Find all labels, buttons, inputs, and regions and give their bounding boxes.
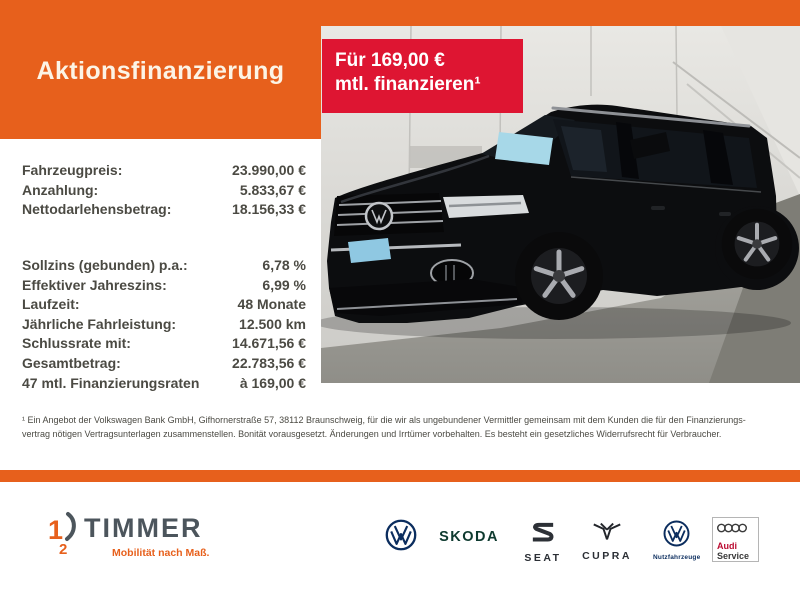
bumper-sticker	[348, 238, 391, 263]
page-title: Aktionsfinanzierung	[36, 57, 285, 85]
finance-row	[22, 354, 306, 374]
finance-label: Nettodarlehensbetrag:	[22, 201, 172, 218]
finance-row	[22, 200, 306, 220]
finance-label: Sollzins (gebunden) p.a.:	[22, 257, 188, 273]
dealer-tagline: Mobilität nach Maß.	[112, 547, 210, 559]
finance-value: 23.990,00 €	[232, 162, 306, 178]
finance-block-1	[22, 161, 306, 220]
vw-nutzfahrzeuge-logo	[653, 520, 699, 561]
fine-print-line2: vertrag nötigen Vertragsunterlagen zusammenstellen. Bonität vorausgesetzt. Änderungen und Irrtümer vorbehalten. Es besteht ein gesetzliches Widerrufsrecht für Verbraucher.	[22, 428, 722, 439]
finance-label: Anzahlung:	[22, 181, 99, 198]
fine-print	[22, 414, 782, 441]
finance-label: Effektiver Jahreszins:	[22, 276, 167, 293]
footer-divider	[0, 470, 800, 482]
cupra-wordmark: CUPRA	[582, 550, 632, 562]
finance-label: Fahrzeugpreis:	[22, 162, 123, 178]
finance-label: Jährliche Fahrleistung:	[22, 315, 177, 332]
vw-logo	[385, 519, 417, 556]
finance-label: 47 mtl. Finanzierungsraten	[22, 374, 200, 391]
finance-value: 48 Monate	[237, 296, 306, 313]
nutzfahrzeuge-label: Nutzfahrzeuge	[653, 554, 701, 561]
finance-row	[22, 295, 306, 315]
vw-icon	[663, 520, 690, 547]
finance-row	[22, 334, 306, 354]
cupra-icon	[592, 519, 622, 544]
finance-value: 6,78 %	[262, 257, 306, 273]
finance-row	[22, 374, 306, 394]
audi-service-logo	[712, 517, 759, 562]
rear-wheel	[722, 209, 792, 279]
finance-row	[22, 256, 306, 276]
front-wheel	[515, 232, 603, 320]
finance-block-2	[22, 256, 306, 393]
finance-value: à 169,00 €	[239, 374, 306, 391]
finance-value: 5.833,67 €	[239, 181, 306, 198]
skoda-logo: SKODA	[439, 529, 499, 545]
svg-text:1: 1	[48, 515, 64, 545]
finance-value: 14.671,56 €	[232, 335, 306, 352]
finance-value: 6,99 %	[262, 276, 306, 293]
finance-value: 22.783,56 €	[232, 354, 306, 371]
price-box	[322, 39, 523, 113]
fine-print-line1: ¹ Ein Angebot der Volkswagen Bank GmbH, Gifhornerstraße 57, 38112 Braunschweig, für die wir als ungebundener Vermittler gemeinsam mit dem Kunden die für den Finanzierungs-	[22, 415, 746, 425]
audi-rings-icon	[717, 523, 747, 533]
finance-row	[22, 276, 306, 296]
timmer-logo-icon	[46, 511, 84, 557]
finance-value: 18.156,33 €	[232, 201, 306, 218]
finance-label: Laufzeit:	[22, 296, 80, 313]
price-line1: Für 169,00 €	[335, 50, 445, 71]
finance-row	[22, 161, 306, 181]
finance-row	[22, 315, 306, 335]
svg-text:2: 2	[59, 541, 68, 557]
audi-label: Audi	[717, 541, 737, 551]
seat-s-icon	[530, 520, 556, 546]
finance-label: Gesamtbetrag:	[22, 354, 121, 371]
audi-service-label: Service	[717, 551, 750, 561]
seat-logo	[517, 520, 569, 564]
finance-value: 12.500 km	[239, 315, 306, 332]
dealer-name: TIMMER	[84, 513, 203, 543]
cupra-logo	[574, 519, 640, 562]
finance-label: Schlussrate mit:	[22, 335, 131, 352]
finance-row	[22, 181, 306, 201]
seat-wordmark: SEAT	[524, 552, 562, 564]
price-line2: mtl. finanzieren¹	[335, 74, 481, 95]
